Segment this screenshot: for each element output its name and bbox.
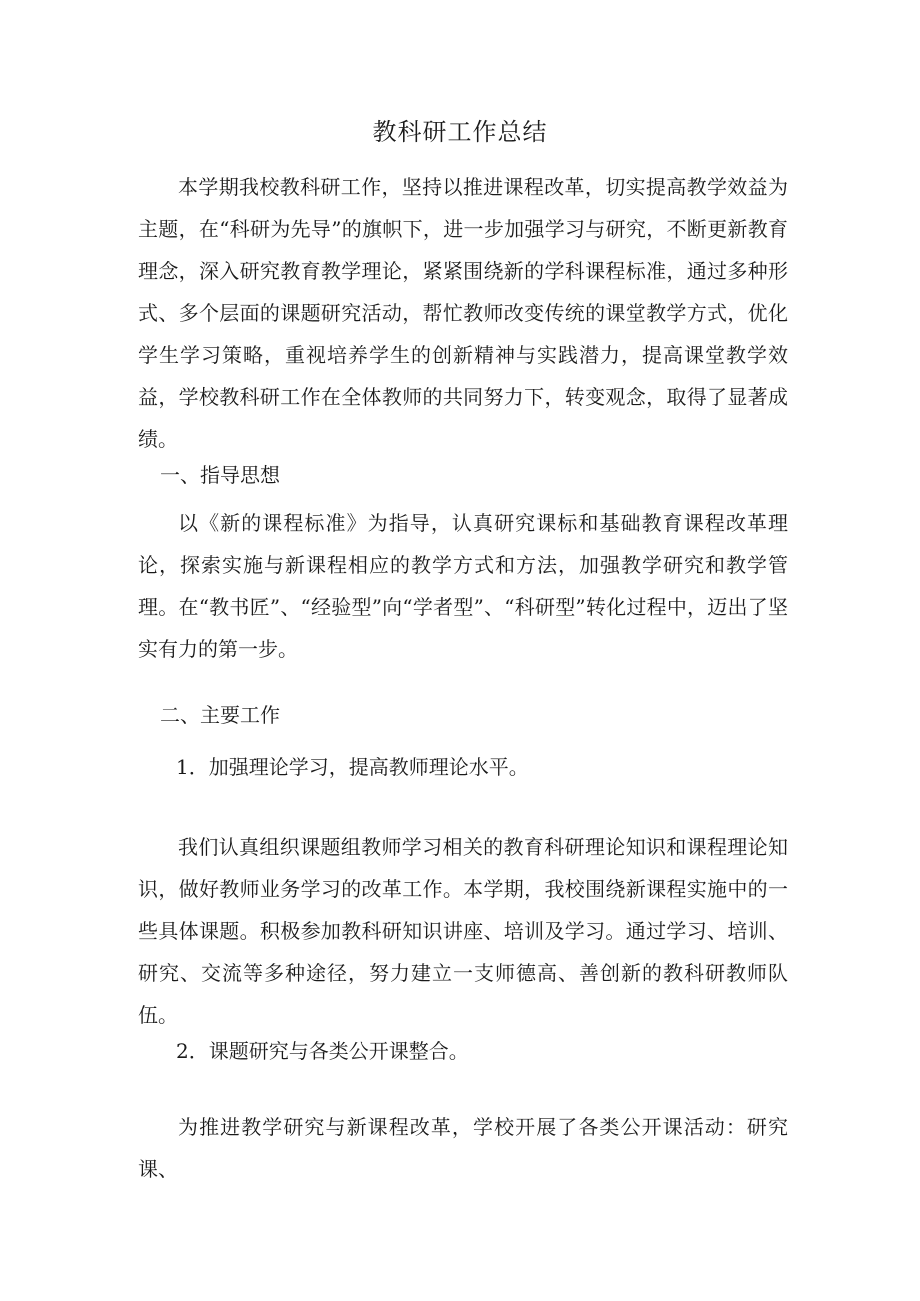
- item-heading-open-class: 2．课题研究与各类公开课整合。: [176, 1039, 469, 1063]
- section-heading-guiding-ideology: 一、指导思想: [160, 463, 280, 487]
- section-heading-main-work: 二、主要工作: [160, 703, 280, 727]
- page-title: 教科研工作总结: [372, 118, 548, 146]
- theory-study-paragraph: 我们认真组织课题组教师学习相关的教育科研理论知识和课程理论知识，做好教师业务学习的改革工作。本学期，我校围绕新课程实施中的一些具体课题。积极参加教科研知识讲座、培训及学习。通过学习、培训、研究、交流等多种途径，努力建立一支师德高、善创新的教科研教师队伍。: [138, 835, 788, 1027]
- guiding-ideology-paragraph: 以《新的课程标准》为指导，认真研究课标和基础教育课程改革理论，探索实施与新课程相应的教学方式和方法，加强教学研究和教学管理。在“教书匠”、“经验型”向“学者型”、“科研型”转化过程中，迈出了坚实有力的第一步。: [138, 511, 788, 661]
- intro-paragraph: 本学期我校教科研工作，坚持以推进课程改革，切实提高教学效益为主题，在“科研为先导”的旗帜下，进一步加强学习与研究，不断更新教育理念，深入研究教育教学理论，紧紧围绕新的学科课程标准，通过多种形式、多个层面的课题研究活动，帮忙教师改变传统的课堂教学方式，优化学生学习策略，重视培养学生的创新精神与实践潜力，提高课堂教学效益，学校教科研工作在全体教师的共同努力下，转变观念，取得了显著成绩。: [138, 175, 788, 451]
- open-class-paragraph: 为推进教学研究与新课程改革，学校开展了各类公开课活动：研究课、: [138, 1115, 788, 1181]
- item-heading-theory-study: 1．加强理论学习，提高教师理论水平。: [176, 755, 529, 779]
